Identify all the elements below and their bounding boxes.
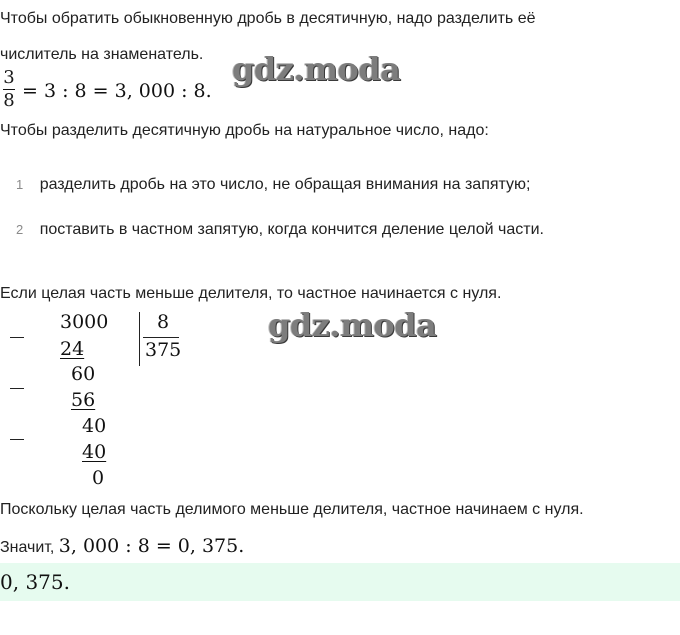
remainder-2: 40 [82, 415, 107, 437]
dividend: 3000 [60, 311, 109, 333]
answer-box [0, 563, 680, 601]
subtrahend-3: 40 [82, 441, 107, 463]
subtrahend-1: 24 [60, 338, 85, 360]
subtrahend-2: 56 [71, 389, 96, 411]
minus-sign [10, 439, 24, 440]
conclusion-text: Поскольку целая часть делимого меньше делителя, частное начинаем с нуля. [0, 501, 584, 518]
note-text: Если целая часть меньше делителя, то частное начинается с нуля. [0, 285, 502, 302]
fraction-3-8 [2, 67, 16, 112]
rule-intro: Чтобы разделить десятичную дробь на натуральное число, надо: [0, 122, 489, 139]
watermark-middle: gdz.moda [268, 306, 437, 344]
list-item-number: 1 [16, 177, 24, 192]
list-item [16, 176, 530, 194]
result-prefix: Значит, [0, 539, 55, 556]
answer-value: 0, 375. [0, 570, 70, 594]
quotient: 375 [145, 339, 182, 361]
list-item-text: поставить в частном запятую, когда кончится деление целой части. [39, 221, 544, 238]
result-expression: 3, 000 : 8 = 0, 375. [58, 535, 245, 557]
division-vertical-line [139, 312, 140, 366]
minus-sign [10, 337, 24, 338]
divisor: 8 [157, 311, 170, 333]
formula-rest: = 3 : 8 = 3, 000 : 8. [22, 80, 212, 102]
division-horizontal-line [143, 337, 179, 338]
list-item [16, 221, 544, 239]
minus-sign [10, 388, 24, 389]
watermark-top: gdz.moda [232, 50, 401, 88]
list-item-text: разделить дробь на это число, не обращая внимания на запятую; [39, 176, 531, 193]
remainder-final: 0 [92, 467, 105, 489]
fraction-numerator: 3 [3, 67, 15, 88]
intro-line-1: Чтобы обратить обыкновенную дробь в десятичную, надо разделить её [0, 10, 536, 27]
list-item-number: 2 [16, 222, 24, 237]
result-line [0, 535, 244, 557]
intro-line-2: числитель на знаменатель. [0, 46, 204, 63]
remainder-1: 60 [71, 363, 96, 385]
fraction-denominator: 8 [3, 90, 15, 111]
